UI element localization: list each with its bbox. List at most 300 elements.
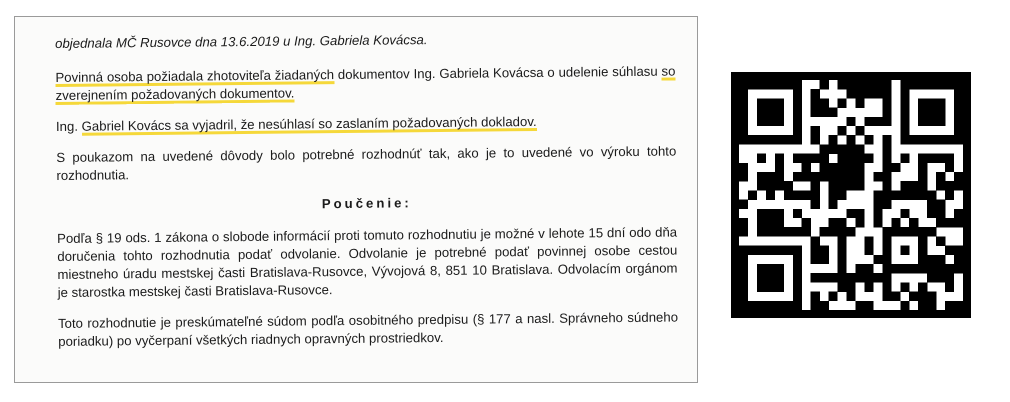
qr-module <box>739 264 748 273</box>
qr-module <box>918 108 927 117</box>
qr-module <box>927 209 936 218</box>
qr-module <box>838 246 847 255</box>
qr-module <box>793 154 802 163</box>
qr-module <box>909 80 918 89</box>
qr-module <box>802 154 811 163</box>
qr-module <box>900 181 909 190</box>
qr-module <box>757 172 766 181</box>
qr-module <box>927 200 936 209</box>
qr-module <box>829 181 838 190</box>
qr-module <box>829 190 838 199</box>
qr-module <box>838 154 847 163</box>
qr-module <box>927 273 936 282</box>
qr-module <box>918 163 927 172</box>
qr-module <box>873 218 882 227</box>
qr-module <box>909 190 918 199</box>
request-middle: dokumentov Ing. Gabriela Kovácsa o udelenie súhlasu <box>333 63 662 83</box>
qr-module <box>945 181 954 190</box>
qr-module <box>900 98 909 107</box>
qr-code-icon <box>731 72 971 318</box>
qr-module <box>936 117 945 126</box>
qr-module <box>739 273 748 282</box>
qr-module <box>784 80 793 89</box>
qr-module <box>739 98 748 107</box>
qr-module <box>909 227 918 236</box>
qr-module <box>793 292 802 301</box>
qr-module <box>838 163 847 172</box>
paragraph-review: Toto rozhodnutie je preskúmateľné súdom podľa osobitného predpisu (§ 177 a nasl. Správneho súdneho poriadku) po vyčerpaní všetkých riadnych opravných prostriedkov. <box>57 309 679 349</box>
qr-module <box>847 80 856 89</box>
qr-module <box>757 181 766 190</box>
qr-module <box>811 273 820 282</box>
paragraph-request <box>55 63 675 105</box>
qr-module <box>847 172 856 181</box>
qr-module <box>918 135 927 144</box>
qr-module <box>757 135 766 144</box>
qr-module <box>793 172 802 181</box>
qr-module <box>945 163 954 172</box>
qr-module <box>820 255 829 264</box>
qr-module <box>927 117 936 126</box>
qr-module <box>811 89 820 98</box>
qr-module <box>766 218 775 227</box>
qr-module <box>900 190 909 199</box>
qr-module <box>882 200 891 209</box>
qr-module <box>775 264 784 273</box>
qr-module <box>802 218 811 227</box>
qr-module <box>882 108 891 117</box>
qr-module <box>739 200 748 209</box>
paragraph-appeal: Podľa § 19 ods. 1 zákona o slobode informácií proti tomuto rozhodnutiu je možné v lehote 15 dní odo dňa doručenia tohto rozhodnutia podať odvolanie. Odvolanie je potrebné podať povinnej osobe cestou miestneho úradu mestskej časti Bratislava-Rusovce, Vývojová 8, 851 10 Bratislava. Odvolacím orgánom je starostka mestskej časti Bratislava-Rusovce. <box>57 224 678 300</box>
qr-module <box>909 264 918 273</box>
qr-module <box>855 264 864 273</box>
qr-module <box>936 80 945 89</box>
qr-module <box>873 172 882 181</box>
qr-module <box>918 172 927 181</box>
qr-module <box>864 89 873 98</box>
paragraph-reasons: S poukazom na uvedené dôvody bolo potrebné rozhodnúť tak, ako je to uvedené vo výroku tohto rozhodnutia. <box>56 143 677 183</box>
qr-module <box>918 255 927 264</box>
qr-module <box>838 144 847 153</box>
qr-module <box>847 209 856 218</box>
qr-module <box>864 301 873 310</box>
qr-module <box>900 246 909 255</box>
qr-module <box>900 135 909 144</box>
qr-module <box>793 89 802 98</box>
qr-module <box>829 172 838 181</box>
qr-module <box>775 218 784 227</box>
qr-module <box>829 200 838 209</box>
qr-module <box>954 246 963 255</box>
qr-module <box>918 264 927 273</box>
qr-module <box>829 292 838 301</box>
qr-module <box>891 292 900 301</box>
qr-module <box>909 292 918 301</box>
qr-module <box>838 282 847 291</box>
qr-module <box>864 135 873 144</box>
qr-module <box>900 108 909 117</box>
qr-module <box>811 292 820 301</box>
qr-module <box>900 154 909 163</box>
qr-module <box>864 154 873 163</box>
qr-module <box>855 154 864 163</box>
qr-module <box>766 181 775 190</box>
qr-module <box>739 227 748 236</box>
qr-module <box>802 172 811 181</box>
qr-module <box>766 172 775 181</box>
qr-module <box>739 246 748 255</box>
qr-module <box>838 273 847 282</box>
qr-module <box>775 108 784 117</box>
qr-module <box>954 181 963 190</box>
qr-module <box>739 172 748 181</box>
qr-module <box>882 98 891 107</box>
qr-module <box>748 190 757 199</box>
qr-module <box>954 255 963 264</box>
qr-module <box>954 135 963 144</box>
qr-module <box>873 200 882 209</box>
qr-module <box>811 255 820 264</box>
qr-module <box>855 144 864 153</box>
qr-module <box>847 89 856 98</box>
qr-module <box>900 126 909 135</box>
qr-module <box>891 218 900 227</box>
qr-module <box>766 117 775 126</box>
qr-module <box>918 282 927 291</box>
qr-module <box>829 144 838 153</box>
qr-module <box>882 264 891 273</box>
qr-module <box>847 282 856 291</box>
qr-module <box>927 154 936 163</box>
qr-module <box>882 144 891 153</box>
qr-module <box>811 154 820 163</box>
qr-module <box>954 301 963 310</box>
qr-module <box>757 301 766 310</box>
qr-module <box>882 80 891 89</box>
qr-module <box>900 209 909 218</box>
qr-module <box>927 98 936 107</box>
qr-module <box>882 89 891 98</box>
qr-module <box>820 227 829 236</box>
qr-module <box>882 163 891 172</box>
qr-module <box>766 209 775 218</box>
qr-module <box>775 282 784 291</box>
qr-module <box>936 200 945 209</box>
qr-module <box>838 236 847 245</box>
qr-module <box>900 264 909 273</box>
qr-module <box>775 80 784 89</box>
qr-module <box>900 301 909 310</box>
qr-module <box>945 80 954 89</box>
qr-module <box>793 108 802 117</box>
scanned-document <box>14 16 698 383</box>
qr-module <box>739 301 748 310</box>
qr-module <box>829 227 838 236</box>
qr-module <box>847 163 856 172</box>
refusal-prefix: Ing. <box>55 118 82 134</box>
qr-module <box>918 98 927 107</box>
qr-module <box>918 227 927 236</box>
qr-module <box>757 264 766 273</box>
qr-module <box>918 246 927 255</box>
qr-module <box>900 117 909 126</box>
qr-module <box>739 89 748 98</box>
qr-module <box>864 80 873 89</box>
qr-module <box>775 273 784 282</box>
qr-module <box>820 301 829 310</box>
qr-module <box>829 108 838 117</box>
qr-module <box>900 80 909 89</box>
qr-module <box>873 190 882 199</box>
highlight-request: Povinná osoba požiadala zhotoviteľa žiadaných <box>55 67 335 85</box>
qr-module <box>882 227 891 236</box>
qr-module <box>882 172 891 181</box>
qr-module <box>739 80 748 89</box>
qr-module <box>864 264 873 273</box>
qr-module <box>936 108 945 117</box>
qr-module <box>900 89 909 98</box>
qr-code-graphic <box>739 80 963 310</box>
intro-line: objednala MČ Rusovce dna 13.6.2019 u Ing. Gabriela Kovácsa. <box>55 32 428 51</box>
qr-module <box>882 246 891 255</box>
qr-module <box>829 135 838 144</box>
qr-module <box>811 98 820 107</box>
qr-module <box>927 255 936 264</box>
qr-module <box>936 172 945 181</box>
qr-module <box>927 227 936 236</box>
qr-module <box>954 108 963 117</box>
qr-module <box>927 264 936 273</box>
qr-module <box>927 301 936 310</box>
qr-module <box>936 181 945 190</box>
qr-module <box>882 190 891 199</box>
qr-module <box>766 301 775 310</box>
qr-module <box>775 98 784 107</box>
qr-module <box>793 273 802 282</box>
qr-module <box>739 117 748 126</box>
qr-module <box>802 163 811 172</box>
qr-module <box>864 273 873 282</box>
qr-module <box>882 154 891 163</box>
qr-module <box>945 282 954 291</box>
qr-module <box>936 264 945 273</box>
qr-module <box>954 126 963 135</box>
qr-module <box>954 264 963 273</box>
qr-module <box>793 282 802 291</box>
qr-module <box>757 227 766 236</box>
qr-module <box>882 282 891 291</box>
qr-module <box>909 135 918 144</box>
qr-module <box>918 80 927 89</box>
qr-module <box>855 218 864 227</box>
qr-module <box>891 190 900 199</box>
qr-module <box>739 108 748 117</box>
qr-module <box>945 154 954 163</box>
qr-module <box>882 255 891 264</box>
qr-module <box>855 301 864 310</box>
qr-module <box>918 292 927 301</box>
qr-module <box>936 236 945 245</box>
qr-module <box>945 246 954 255</box>
qr-module <box>936 273 945 282</box>
qr-module <box>847 135 856 144</box>
qr-module <box>945 135 954 144</box>
qr-module <box>766 246 775 255</box>
qr-module <box>838 227 847 236</box>
qr-module <box>855 80 864 89</box>
qr-module <box>936 209 945 218</box>
qr-module <box>775 172 784 181</box>
qr-module <box>891 264 900 273</box>
qr-module <box>855 172 864 181</box>
qr-module <box>838 172 847 181</box>
qr-module <box>838 98 847 107</box>
qr-module <box>847 154 856 163</box>
qr-module <box>882 117 891 126</box>
qr-module <box>918 154 927 163</box>
qr-module <box>847 117 856 126</box>
highlight-refusal: Gabriel Kovács sa vyjadril, že nesúhlasí so zaslaním požadovaných dokladov. <box>81 113 537 134</box>
qr-module <box>936 135 945 144</box>
qr-module <box>847 292 856 301</box>
qr-module <box>757 154 766 163</box>
qr-module <box>757 282 766 291</box>
qr-module <box>954 218 963 227</box>
qr-module <box>766 227 775 236</box>
qr-module <box>748 80 757 89</box>
qr-module <box>793 255 802 264</box>
qr-module <box>864 282 873 291</box>
qr-module <box>793 246 802 255</box>
qr-module <box>855 273 864 282</box>
qr-module <box>802 227 811 236</box>
qr-module <box>882 181 891 190</box>
qr-module <box>811 246 820 255</box>
qr-module <box>918 181 927 190</box>
qr-module <box>793 126 802 135</box>
qr-module <box>757 273 766 282</box>
qr-module <box>739 135 748 144</box>
qr-module <box>811 181 820 190</box>
qr-module <box>811 126 820 135</box>
qr-module <box>927 108 936 117</box>
qr-module <box>820 273 829 282</box>
qr-module <box>873 89 882 98</box>
qr-module <box>838 126 847 135</box>
qr-module <box>820 172 829 181</box>
qr-module <box>954 209 963 218</box>
qr-module <box>820 144 829 153</box>
qr-module <box>936 98 945 107</box>
qr-module <box>882 273 891 282</box>
qr-module <box>918 190 927 199</box>
qr-module <box>811 200 820 209</box>
qr-module <box>945 273 954 282</box>
qr-module <box>918 117 927 126</box>
qr-module <box>775 117 784 126</box>
qr-module <box>829 218 838 227</box>
qr-module <box>936 218 945 227</box>
qr-module <box>748 246 757 255</box>
qr-module <box>784 301 793 310</box>
qr-module <box>847 227 856 236</box>
qr-module <box>927 190 936 199</box>
qr-module <box>739 282 748 291</box>
qr-module <box>811 172 820 181</box>
qr-module <box>775 246 784 255</box>
qr-module <box>739 163 748 172</box>
qr-module <box>945 218 954 227</box>
qr-module <box>909 181 918 190</box>
qr-module <box>775 135 784 144</box>
qr-module <box>847 181 856 190</box>
qr-module <box>766 135 775 144</box>
qr-module <box>811 190 820 199</box>
qr-module <box>873 273 882 282</box>
qr-module <box>873 209 882 218</box>
qr-module <box>784 181 793 190</box>
qr-module <box>793 264 802 273</box>
qr-module <box>945 264 954 273</box>
qr-module <box>909 218 918 227</box>
qr-module <box>766 80 775 89</box>
qr-module <box>927 135 936 144</box>
qr-module <box>820 246 829 255</box>
qr-module <box>891 163 900 172</box>
qr-module <box>793 301 802 310</box>
qr-module <box>757 246 766 255</box>
qr-module <box>918 236 927 245</box>
qr-module <box>864 236 873 245</box>
qr-module <box>811 301 820 310</box>
qr-module <box>739 126 748 135</box>
qr-module <box>838 218 847 227</box>
qr-module <box>811 135 820 144</box>
qr-module <box>936 255 945 264</box>
qr-module <box>954 89 963 98</box>
qr-module <box>757 98 766 107</box>
qr-module <box>784 246 793 255</box>
qr-module <box>793 227 802 236</box>
qr-module <box>775 181 784 190</box>
qr-module <box>838 255 847 264</box>
qr-module <box>820 154 829 163</box>
qr-module <box>766 282 775 291</box>
qr-module <box>775 154 784 163</box>
document-text <box>55 29 678 364</box>
qr-module <box>820 80 829 89</box>
qr-module <box>855 163 864 172</box>
qr-module <box>936 154 945 163</box>
qr-module <box>855 98 864 107</box>
qr-module <box>811 236 820 245</box>
qr-module <box>793 98 802 107</box>
qr-module <box>882 135 891 144</box>
qr-module <box>820 108 829 117</box>
qr-module <box>766 264 775 273</box>
qr-module <box>820 98 829 107</box>
qr-module <box>757 108 766 117</box>
qr-module <box>757 209 766 218</box>
qr-module <box>793 135 802 144</box>
qr-module <box>802 190 811 199</box>
qr-module <box>838 80 847 89</box>
qr-module <box>918 301 927 310</box>
qr-module <box>829 273 838 282</box>
qr-module <box>855 181 864 190</box>
qr-module <box>945 301 954 310</box>
qr-module <box>864 246 873 255</box>
